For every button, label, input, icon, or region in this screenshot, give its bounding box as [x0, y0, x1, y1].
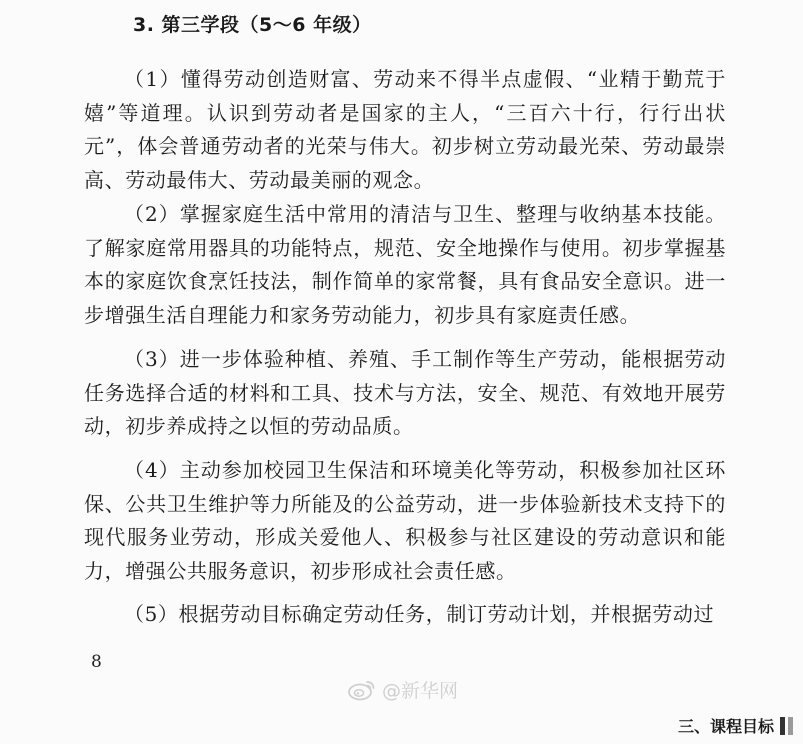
paragraph-4: （4）主动参加校园卫生保洁和环境美化等劳动，积极参加社区环保、公共卫生维护等力所能及的公益劳动，进一步体验新技术支持下的现代服务业劳动，形成关爱他人、积极参与社区建设的劳动意识和能力，增强公共服务意识，初步形成社会责任感。: [84, 458, 726, 583]
page-number: 8: [91, 652, 102, 672]
paragraph-3: （3）进一步体验种植、养殖、手工制作等生产劳动，能根据劳动任务选择合适的材料和工具、技术与方法，安全、规范、有效地开展劳动，初步养成持之以恒的劳动品质。: [84, 347, 726, 439]
paragraph-5: （5）根据劳动目标确定劳动任务，制订劳动计划，并根据劳动过: [124, 602, 715, 626]
section-footer: [678, 714, 793, 737]
paragraph-2: （2）掌握家庭生活中常用的清洁与卫生、整理与收纳基本技能。了解家庭常用器具的功能特点，规范、安全地操作与使用。初步掌握基本的家庭饮食烹饪技法，制作简单的家常餐，具有食品安全意识。进一步增强生活自理能力和家务劳动能力，初步具有家庭责任感。: [84, 202, 726, 327]
watermark-text: @新华网: [382, 680, 459, 702]
paragraph-1: （1）懂得劳动创造财富、劳动来不得半点虚假、“业精于勤荒于嬉”等道理。认识到劳动者是国家的主人，“三百六十行，行行出状元”，体会普通劳动者的光荣与伟大。初步树立劳动最光荣、劳动最崇高、劳动最伟大、劳动最美丽的观念。: [84, 67, 726, 192]
watermark: [348, 676, 458, 703]
section-footer-label: 三、课程目标: [677, 717, 774, 736]
weibo-icon: [348, 679, 376, 701]
section-heading: 3. 第三学段（5～6 年级）: [133, 14, 372, 36]
footer-bars-icon: [780, 717, 793, 735]
